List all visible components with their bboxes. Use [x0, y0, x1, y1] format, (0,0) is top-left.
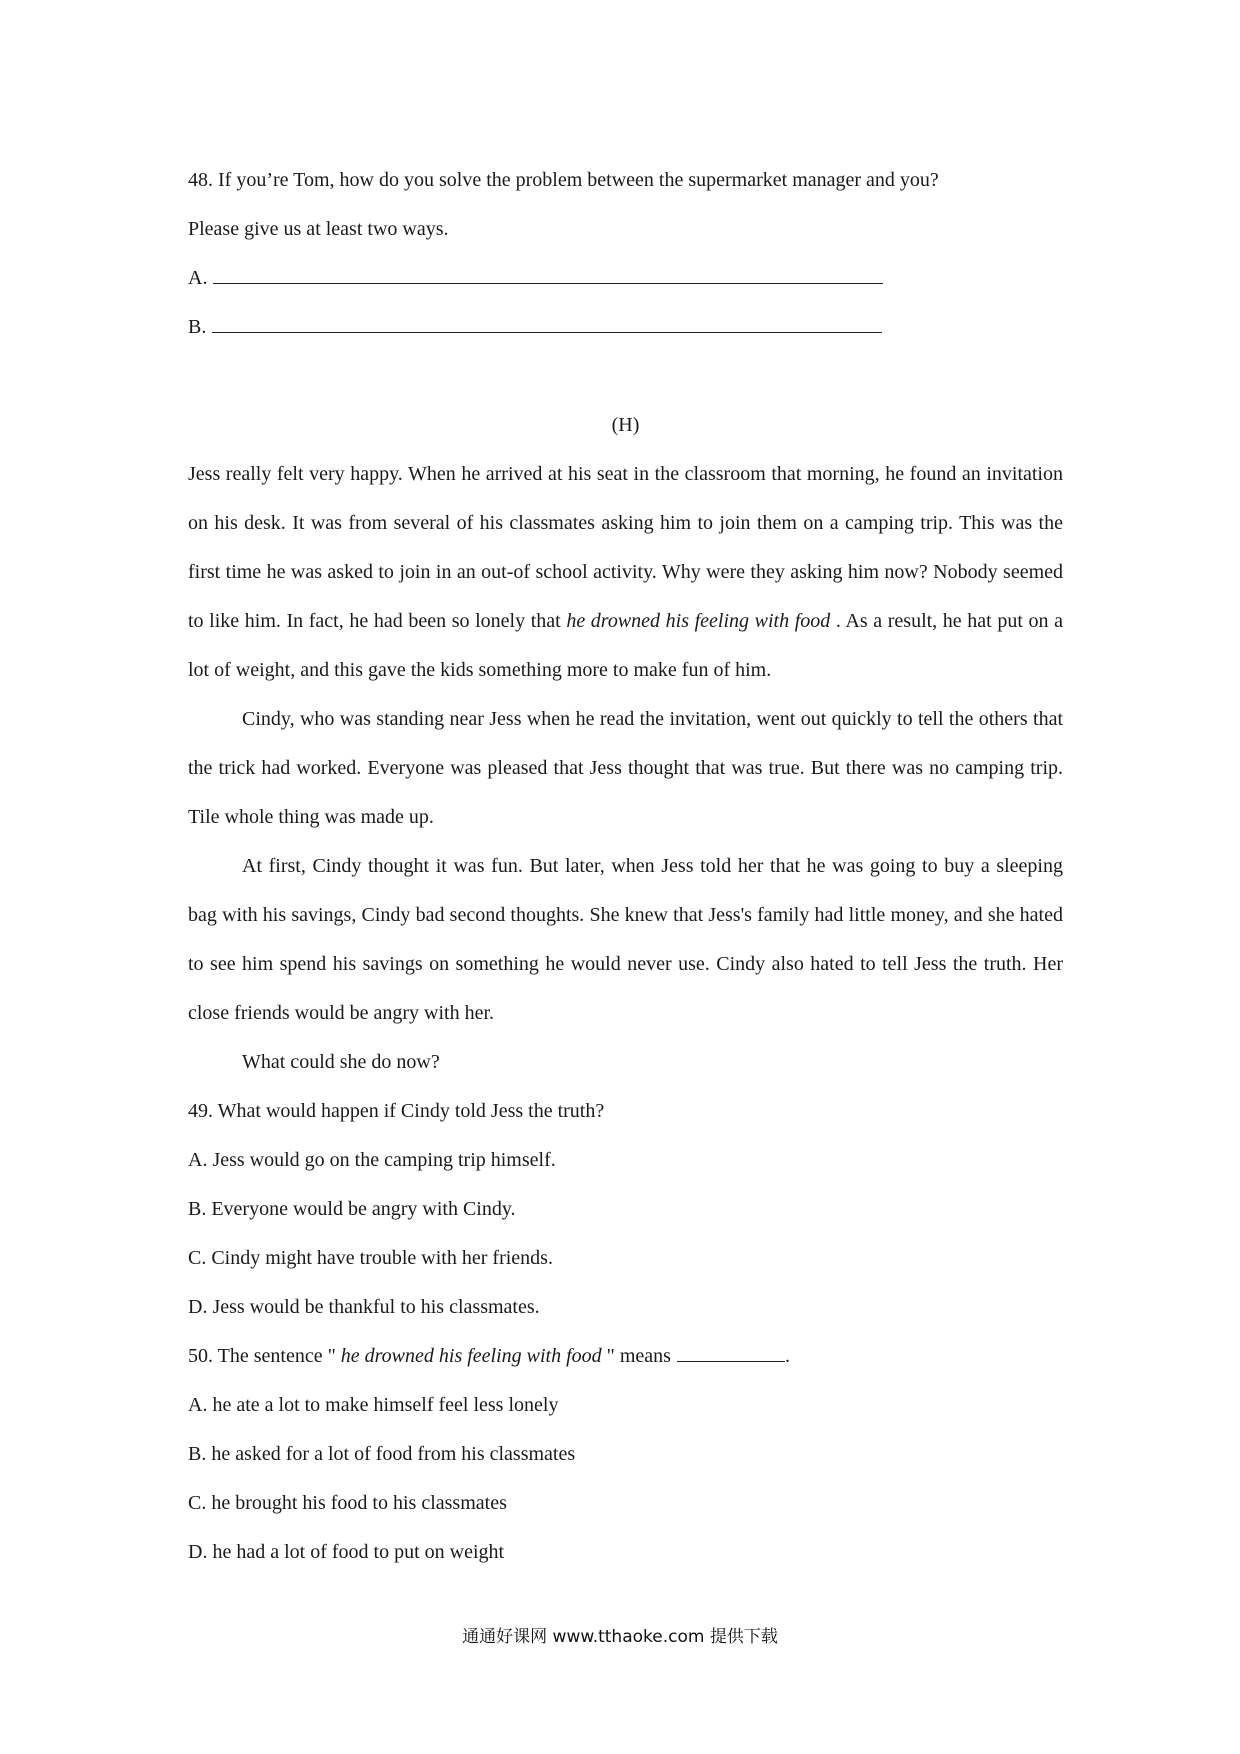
- q50-blank: [677, 1343, 785, 1362]
- q48-answer-b: [188, 303, 1063, 352]
- q48-line2: Please give us at least two ways.: [188, 218, 449, 240]
- q49-option-d: D. Jess would be thankful to his classmates.: [188, 1296, 540, 1318]
- q49-question: 49. What would happen if Cindy told Jess the truth?: [188, 1100, 605, 1122]
- passage-paragraph-4: What could she do now?: [242, 1051, 440, 1073]
- q50-end: .: [784, 1345, 790, 1367]
- q48-line1: 48. If you’re Tom, how do you solve the problem between the supermarket manager and you?: [188, 169, 939, 191]
- q50-option-d: D. he had a lot of food to put on weight: [188, 1541, 505, 1563]
- p1-italic-phrase: he drowned his feeling with food: [566, 610, 831, 632]
- q50-prefix: 50. The sentence ": [188, 1345, 341, 1367]
- passage-paragraph-1: [188, 450, 1063, 695]
- q49-option-c: C. Cindy might have trouble with her friends.: [188, 1247, 553, 1269]
- q50-option-a: A. he ate a lot to make himself feel less lonely: [188, 1394, 559, 1416]
- passage-paragraph-2: Cindy, who was standing near Jess when he read the invitation, went out quickly to tell the others that the trick had worked. Everyone was pleased that Jess thought that was true. But there was no camping trip. Tile whole thing was made up.: [188, 708, 1063, 828]
- passage-paragraph-3: At first, Cindy thought it was fun. But later, when Jess told her that he was going to buy a sleeping bag with his savings, Cindy bad second thoughts. She knew that Jess's family had little money, and she hated to see him spend his savings on something he would never use. Cindy also hated to tell Jess the truth. Her close friends would be angry with her.: [188, 855, 1063, 1024]
- p1-text-before: Jess really felt very happy. When he arrived at his seat in the classroom that morning, he found an invitation on his desk. It was from several of his classmates asking him to join them on a camping trip. This was the first time he was asked to join in an out-of school activity. Why were they asking him now? Nobody seemed to like him. In fact, he had been so lonely that: [188, 463, 1063, 632]
- q50-option-b: B. he asked for a lot of food from his classmates: [188, 1443, 576, 1465]
- q48-a-label: A.: [188, 267, 208, 289]
- q50-question: [188, 1332, 1063, 1381]
- p1-text-after: . As a result, he hat put on a lot of weight, and this gave the kids something more to make fun of him.: [188, 610, 1063, 681]
- q50-suffix: " means: [601, 1345, 671, 1367]
- q50-option-c: C. he brought his food to his classmates: [188, 1492, 507, 1514]
- q50-italic-phrase: he drowned his feeling with food: [340, 1345, 602, 1367]
- q48-b-blank: [212, 314, 882, 333]
- page-content: [188, 156, 1063, 1577]
- section-heading: (H): [611, 414, 640, 436]
- q48-a-blank: [213, 265, 883, 284]
- spacer: [188, 352, 1063, 401]
- q49-option-b: B. Everyone would be angry with Cindy.: [188, 1198, 516, 1220]
- footer-source: 通通好课网 www.tthaoke.com 提供下载: [462, 1627, 778, 1647]
- q48-b-label: B.: [188, 316, 207, 338]
- q48-answer-a: [188, 254, 1063, 303]
- q49-option-a: A. Jess would go on the camping trip himself.: [188, 1149, 556, 1171]
